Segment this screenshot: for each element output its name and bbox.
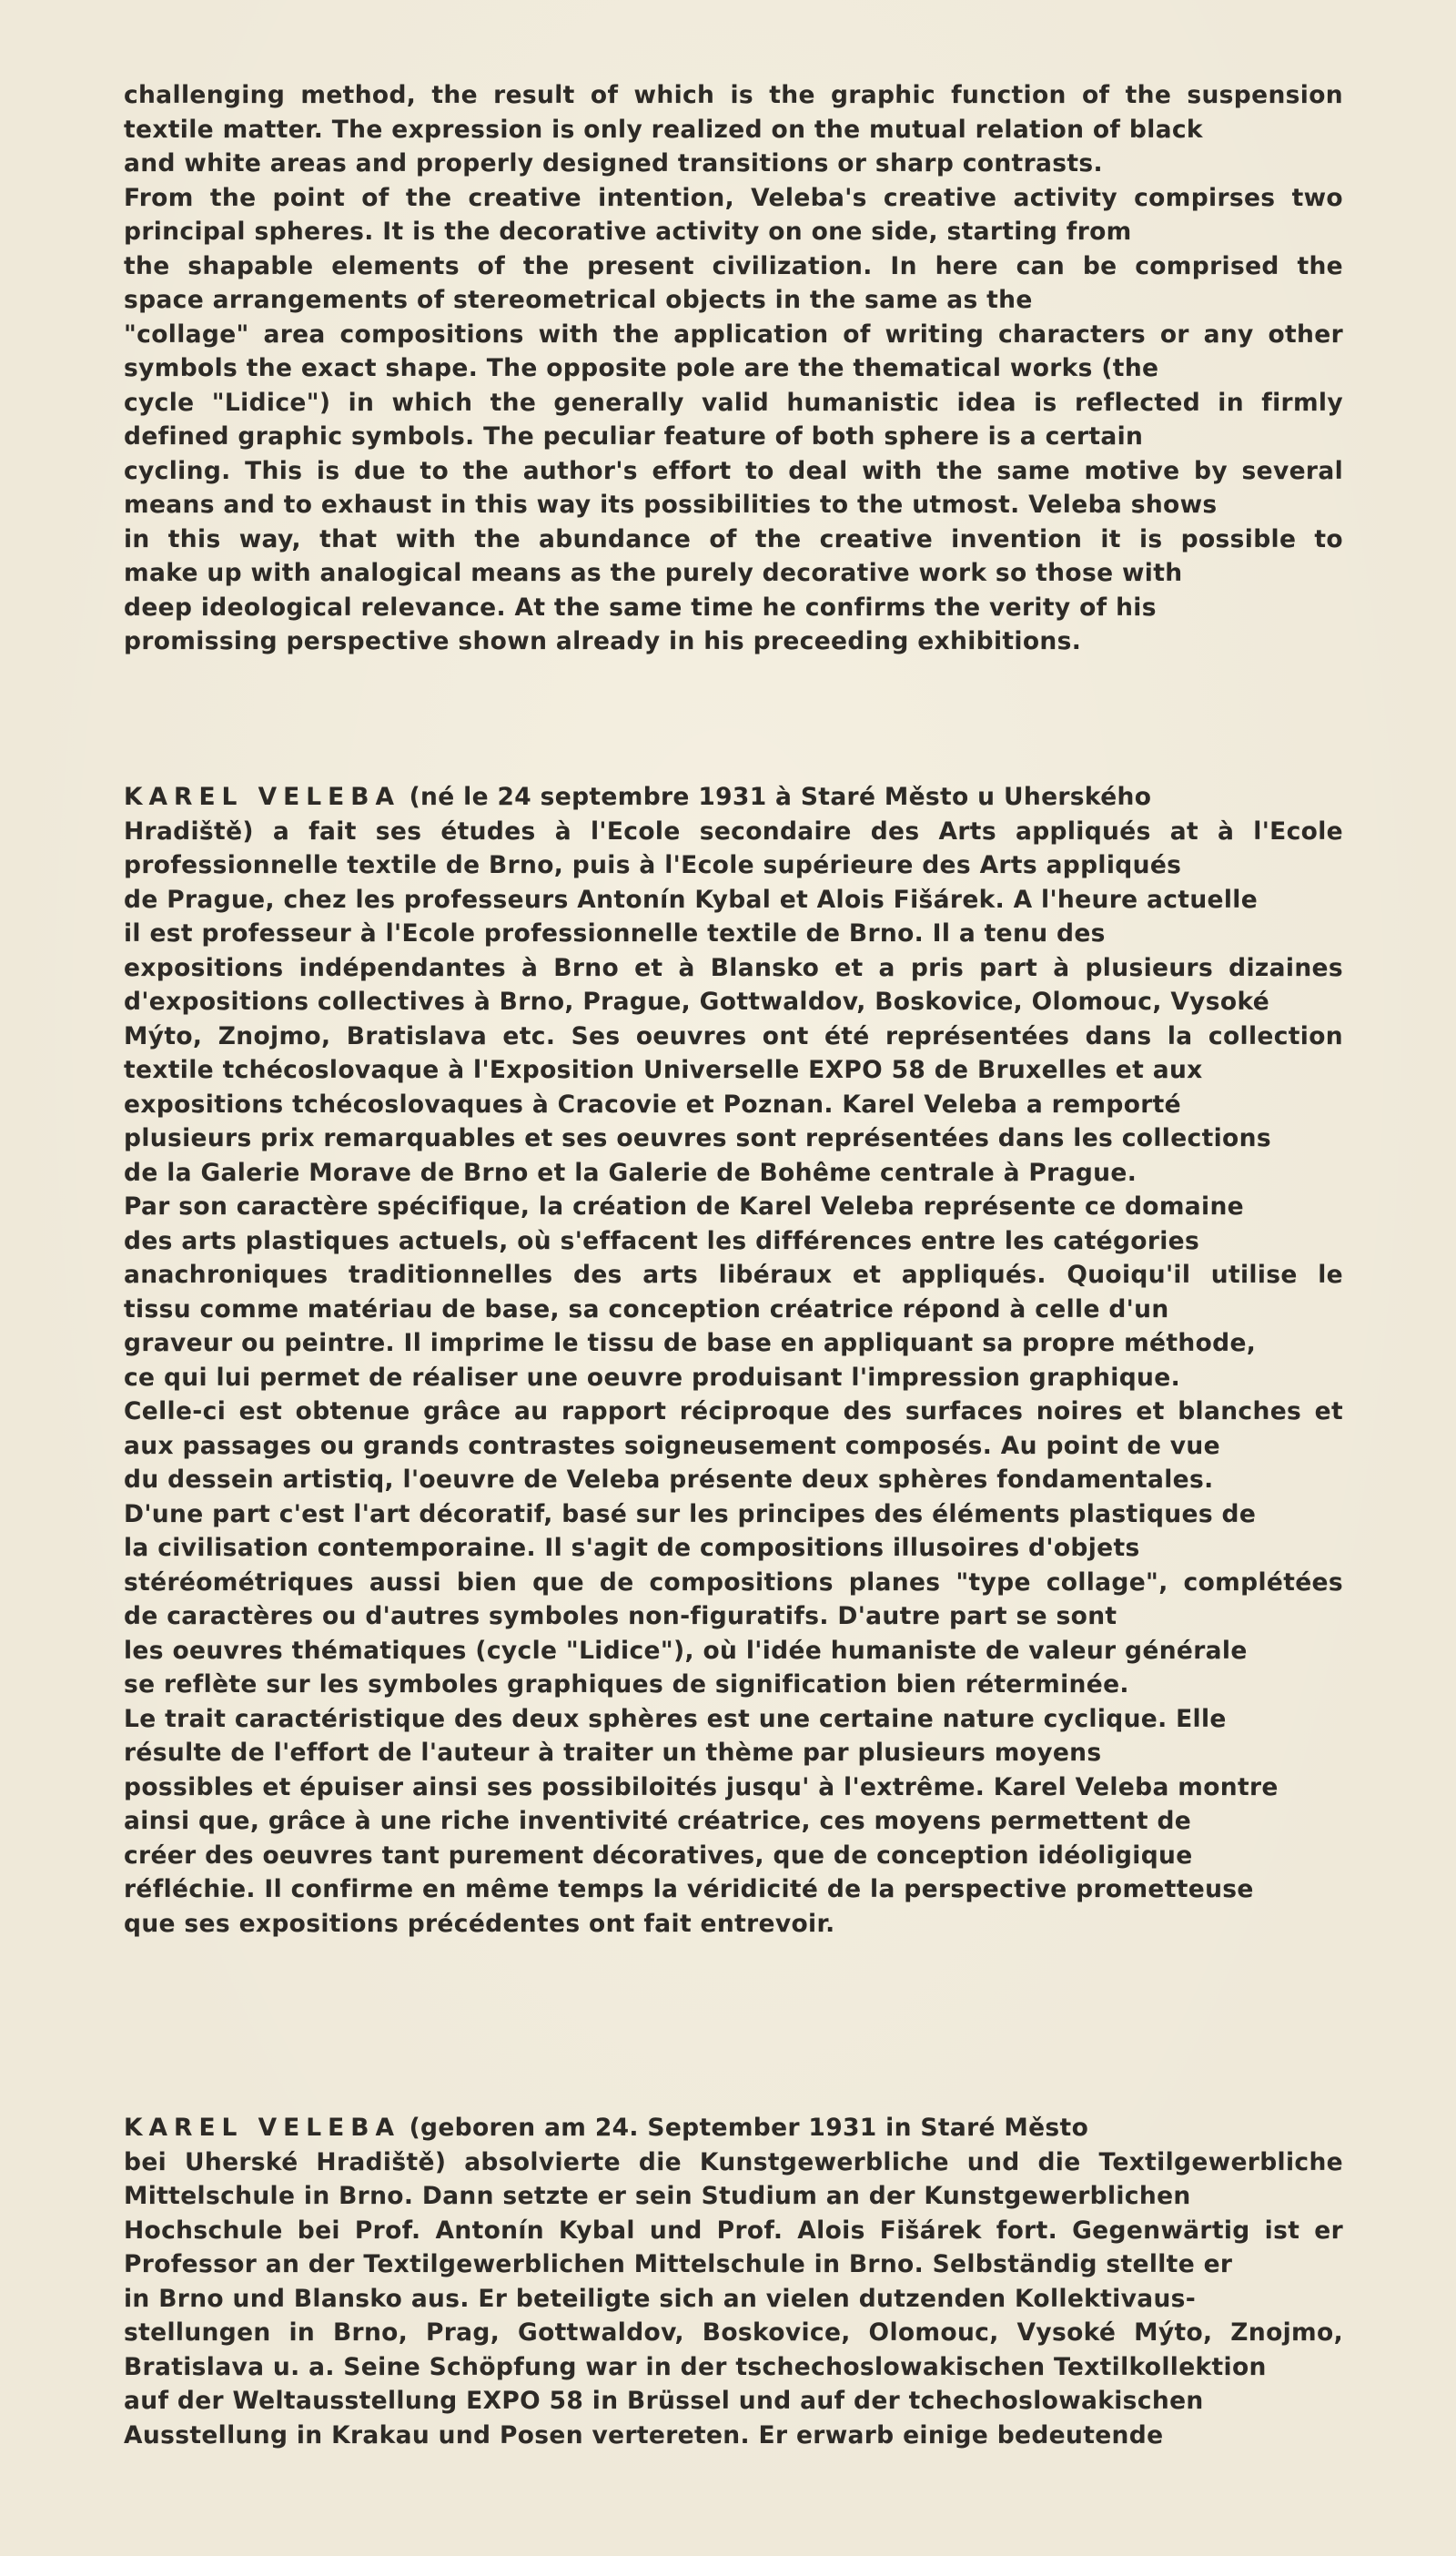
- text-line: graveur ou peintre. Il imprime le tissu de base en appliquant sa propre méthode,: [124, 1329, 1257, 1357]
- text-line: réfléchie. Il confirme en même temps la véridicité de la perspective prometteuse: [124, 1875, 1254, 1903]
- text-line: Hradiště) a fait ses études à l'Ecole secondaire des Arts appliqués at à l'Ecole: [124, 816, 1343, 846]
- text-line: ainsi que, grâce à une riche inventivité créatrice, ces moyens permettent de: [124, 1807, 1192, 1835]
- text-line: textile tchécoslovaque à l'Exposition Universelle EXPO 58 de Bruxelles et aux: [124, 1056, 1203, 1084]
- text-line: From the point of the creative intention, Veleba's creative activity compirses two: [124, 183, 1343, 212]
- text-line: d'expositions collectives à Brno, Prague, Gottwaldov, Boskovice, Olomouc, Vysoké: [124, 988, 1270, 1016]
- text-line: tissu comme matériau de base, sa conception créatrice répond à celle d'un: [124, 1294, 1169, 1324]
- text-line: se reflète sur les symboles graphiques de signification bien réterminée.: [124, 1670, 1129, 1699]
- text-line: professionnelle textile de Brno, puis à l'Ecole supérieure des Arts appliqués: [124, 851, 1182, 879]
- text-line: créer des oeuvres tant purement décoratives, que de conception idéoligique: [124, 1841, 1193, 1870]
- german-section: [124, 2111, 1343, 2452]
- french-section: [124, 780, 1343, 1941]
- text-line: textile matter. The expression is only realized on the mutual relation of black: [124, 115, 1203, 144]
- text-line: Mýto, Znojmo, Bratislava etc. Ses oeuvres ont été représentées dans la collection: [124, 1021, 1343, 1050]
- text-line: make up with analogical means as the purely decorative work so those with: [124, 559, 1183, 587]
- text-line: Hochschule bei Prof. Antonín Kybal und Prof. Alois Fišárek fort. Gegenwärtig ist er: [124, 2216, 1343, 2245]
- text-line: il est professeur à l'Ecole professionnelle textile de Brno. Il a tenu des: [124, 919, 1106, 948]
- heading-line: [124, 2111, 1343, 2145]
- text-line: expositions indépendantes à Brno et à Blansko et a pris part à plusieurs dizaines: [124, 953, 1343, 982]
- text-line: in this way, that with the abundance of the creative invention it is possible to: [124, 524, 1343, 553]
- text-line: Professor an der Textilgewerblichen Mittelschule in Brno. Selbständig stellte er: [124, 2250, 1233, 2278]
- text-line: que ses expositions précédentes ont fait entrevoir.: [124, 1909, 835, 1938]
- text-line: les oeuvres thématiques (cycle "Lidice"), où l'idée humaniste de valeur générale: [124, 1636, 1248, 1665]
- text-line: plusieurs prix remarquables et ses oeuvres sont représentées dans les collections: [124, 1124, 1271, 1152]
- text-line: principal spheres. It is the decorative activity on one side, starting from: [124, 218, 1132, 246]
- text-line: Le trait caractéristique des deux sphères est une certaine nature cyclique. Elle: [124, 1704, 1227, 1733]
- text-line: bei Uherské Hradiště) absolvierte die Kunstgewerbliche und die Textilgewerbliche: [124, 2147, 1343, 2176]
- author-name: KAREL VELEBA: [124, 2114, 400, 2142]
- text-line: Mittelschule in Brno. Dann setzte er sein Studium an der Kunstgewerblichen: [124, 2182, 1191, 2210]
- heading-rest: (né le 24 septembre 1931 à Staré Město u Uherského: [409, 783, 1152, 811]
- text-line: possibles et épuiser ainsi ses possibiloités jusqu' à l'extrême. Karel Veleba montre: [124, 1772, 1279, 1801]
- text-line: promissing perspective shown already in his preceeding exhibitions.: [124, 627, 1082, 655]
- text-line: "collage" area compositions with the application of writing characters or any other: [124, 320, 1343, 349]
- text-line: and white areas and properly designed transitions or sharp contrasts.: [124, 149, 1103, 178]
- text-line: cycling. This is due to the author's effort to deal with the same motive by several: [124, 456, 1343, 485]
- text-line: auf der Weltausstellung EXPO 58 in Brüssel und auf der tchechoslowakischen: [124, 2387, 1204, 2415]
- text-line: aux passages ou grands contrastes soigneusement composés. Au point de vue: [124, 1431, 1220, 1460]
- text-line: defined graphic symbols. The peculiar feature of both sphere is a certain: [124, 422, 1144, 451]
- text-line: deep ideological relevance. At the same time he confirms the verity of his: [124, 593, 1157, 622]
- text-line: stellungen in Brno, Prag, Gottwaldov, Boskovice, Olomouc, Vysoké Mýto, Znojmo,: [124, 2318, 1343, 2347]
- text-line: in Brno und Blansko aus. Er beteiligte sich an vielen dutzenden Kollektivaus-: [124, 2284, 1197, 2313]
- text-line: Par son caractère spécifique, la création de Karel Veleba représente ce domaine: [124, 1192, 1244, 1221]
- text-line: Ausstellung in Krakau und Posen vertereten. Er erwarb einige bedeutende: [124, 2420, 1164, 2450]
- text-line: de la Galerie Morave de Brno et la Galerie de Bohême centrale à Prague.: [124, 1158, 1138, 1187]
- author-name: KAREL VELEBA: [124, 783, 400, 811]
- text-line: anachroniques traditionnelles des arts libéraux et appliqués. Quoiqu'il utilise le: [124, 1261, 1343, 1289]
- text-line: du dessein artistiq, l'oeuvre de Veleba présente deux sphères fondamentales.: [124, 1466, 1214, 1494]
- text-line: the shapable elements of the present civilization. In here can be comprised the: [124, 251, 1343, 280]
- text-line: la civilisation contemporaine. Il s'agit de compositions illusoires d'objets: [124, 1534, 1140, 1562]
- heading-rest: (geboren am 24. September 1931 in Staré Město: [409, 2114, 1089, 2142]
- text-line: Celle-ci est obtenue grâce au rapport réciproque des surfaces noires et blanches et: [124, 1397, 1343, 1425]
- text-line: space arrangements of stereometrical objects in the same as the: [124, 286, 1033, 314]
- text-line: symbols the exact shape. The opposite pole are the thematical works (the: [124, 354, 1159, 382]
- text-line: D'une part c'est l'art décoratif, basé sur les principes des éléments plastiques de: [124, 1499, 1257, 1528]
- text-line: résulte de l'effort de l'auteur à traiter un thème par plusieurs moyens: [124, 1739, 1102, 1767]
- text-line: expositions tchécoslovaques à Cracovie et Poznan. Karel Veleba a remporté: [124, 1090, 1182, 1119]
- text-line: Bratislava u. a. Seine Schöpfung war in der tschechoslowakischen Textilkollektion: [124, 2352, 1267, 2381]
- text-line: des arts plastiques actuels, où s'effacent les différences entre les catégories: [124, 1226, 1200, 1255]
- text-line: ce qui lui permet de réaliser une oeuvre produisant l'impression graphique.: [124, 1363, 1180, 1392]
- text-line: means and to exhaust in this way its possibilities to the utmost. Veleba shows: [124, 491, 1218, 519]
- text-line: challenging method, the result of which is the graphic function of the suspension: [124, 81, 1343, 109]
- text-line: de Prague, chez les professeurs Antonín Kybal et Alois Fišárek. A l'heure actuelle: [124, 885, 1259, 914]
- text-line: cycle "Lidice") in which the generally valid humanistic idea is reflected in firmly: [124, 388, 1343, 417]
- english-section: [124, 78, 1343, 659]
- heading-line: [124, 780, 1343, 815]
- text-line: de caractères ou d'autres symboles non-figuratifs. D'autre part se sont: [124, 1602, 1117, 1630]
- text-line: stéréométriques aussi bien que de compositions planes "type collage", complétées: [124, 1567, 1343, 1597]
